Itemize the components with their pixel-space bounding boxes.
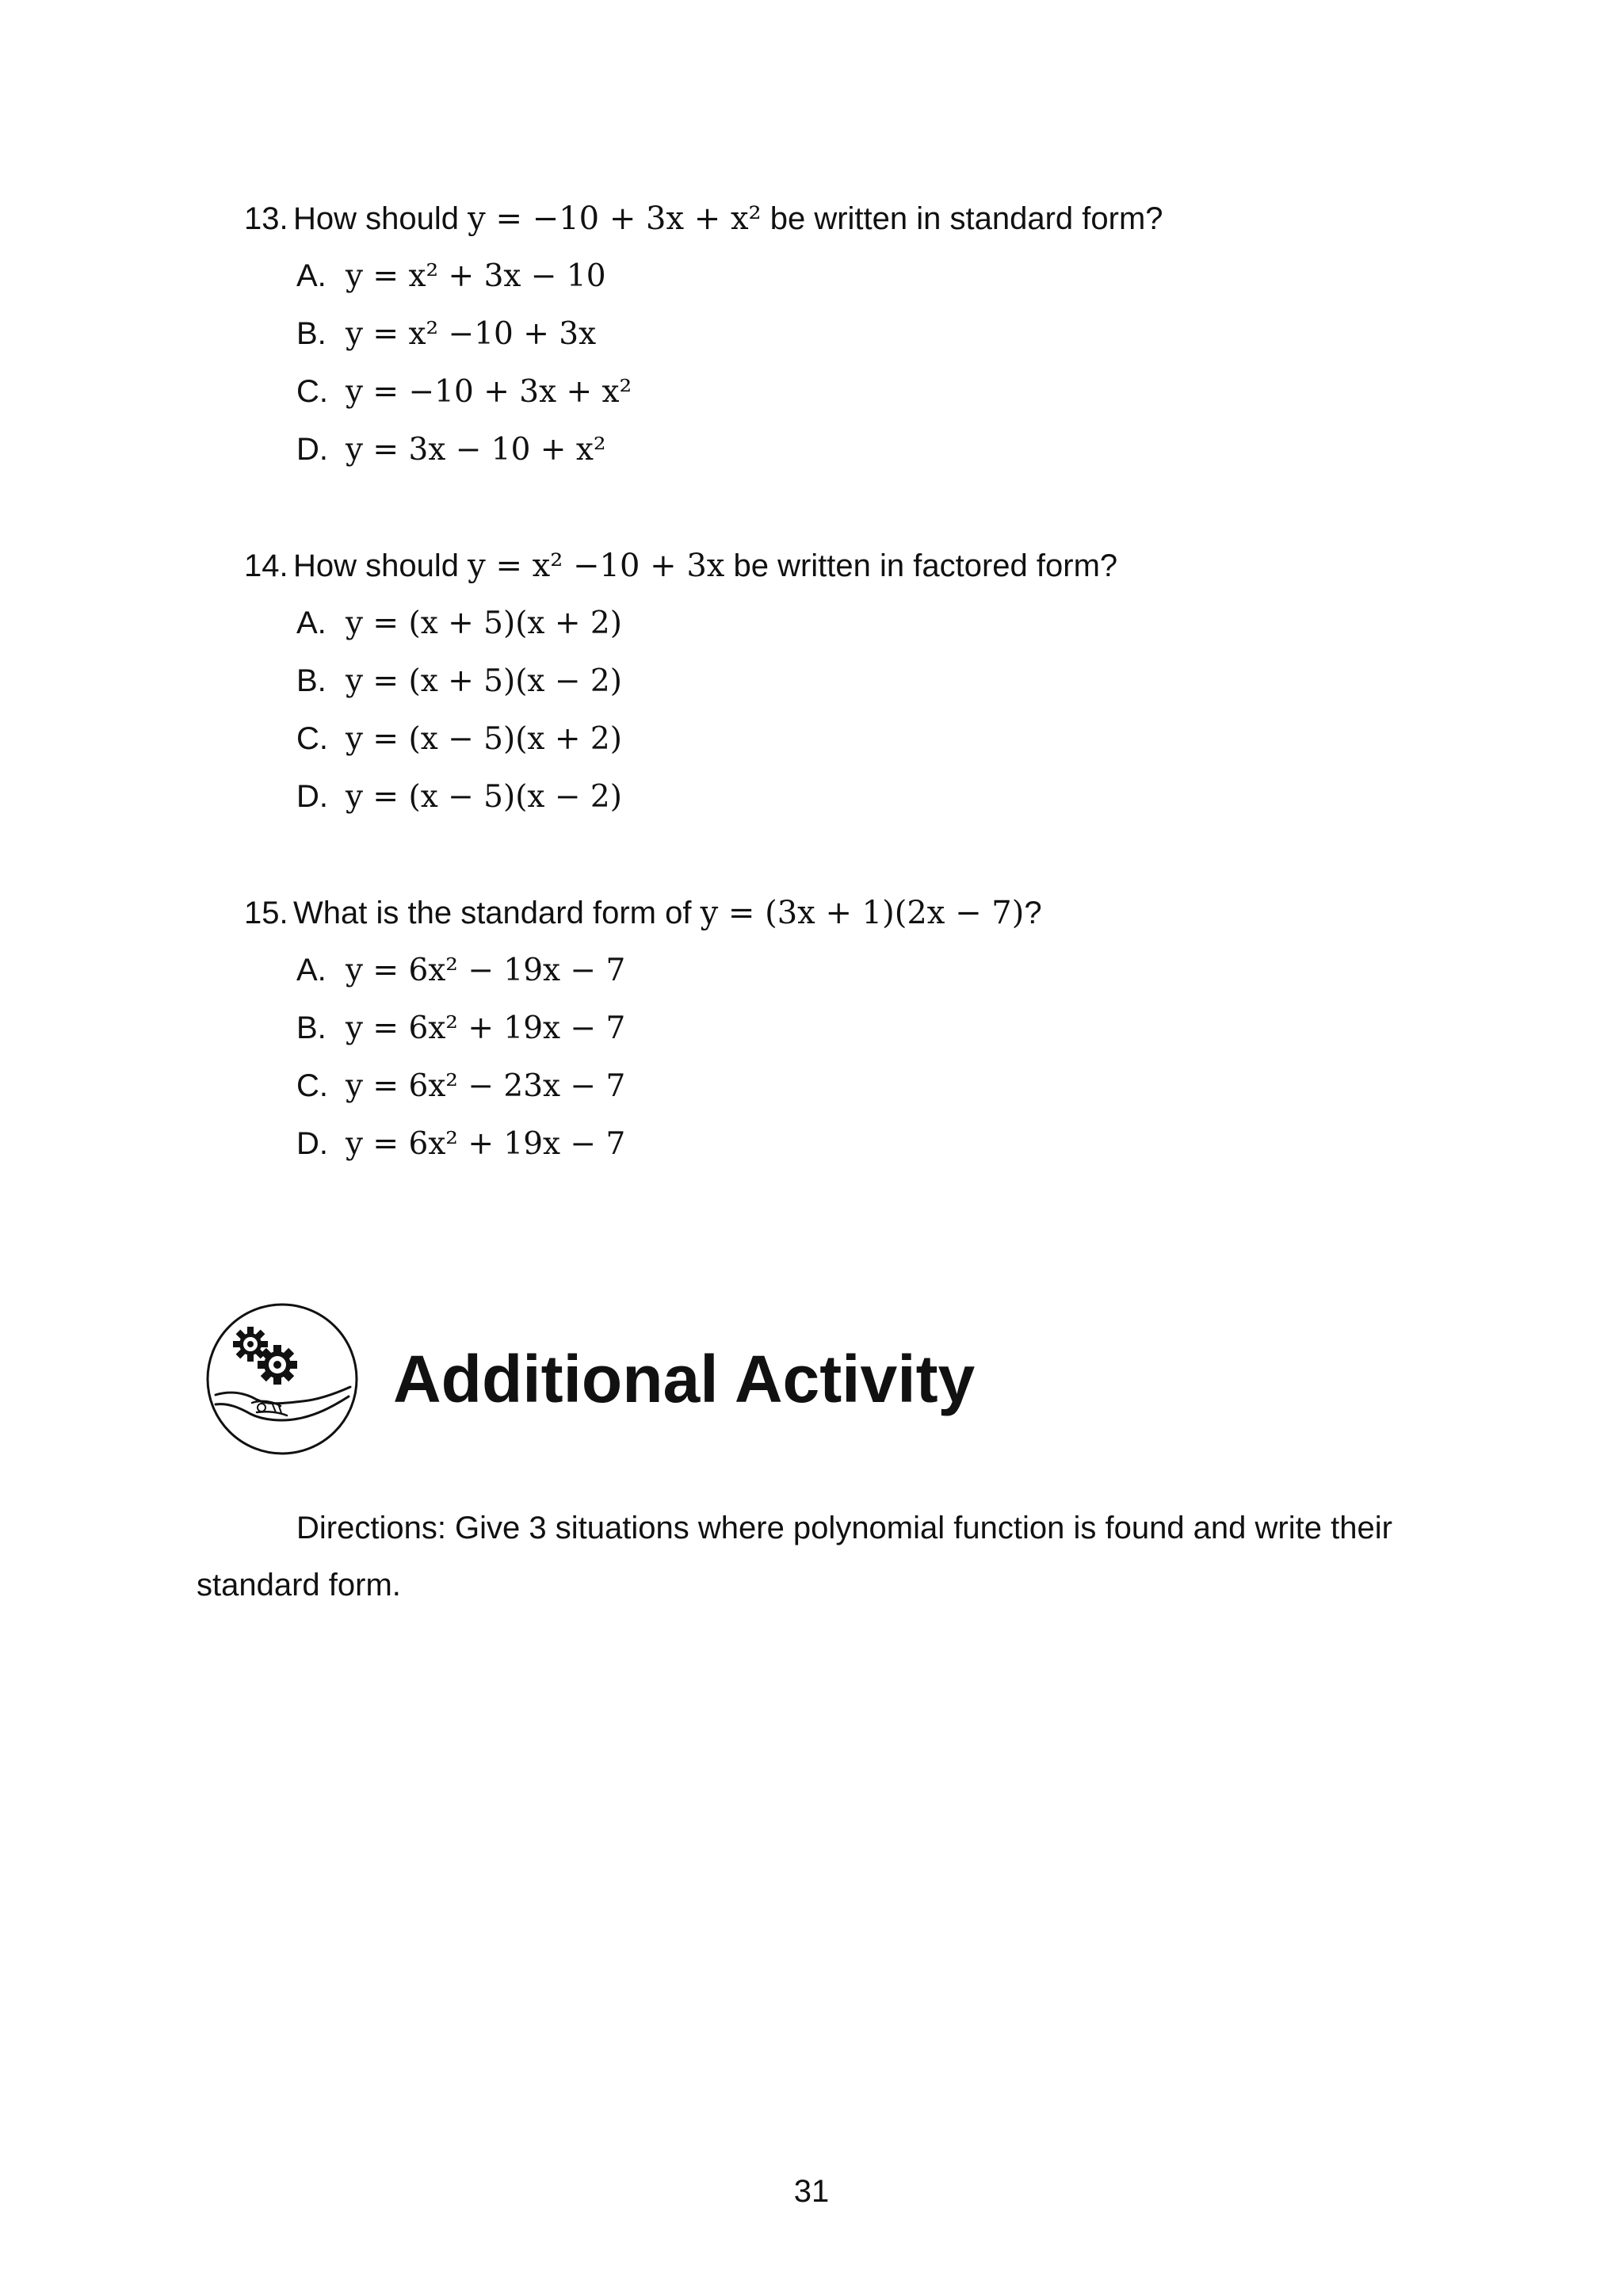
choice-equation: y = x² + 3x − 10: [346, 258, 606, 294]
choice-b: [244, 305, 1480, 363]
choice-equation: y = 6x² + 19x − 7: [346, 1010, 626, 1046]
choice-letter: B.: [296, 663, 327, 698]
choice-letter: D.: [296, 432, 328, 467]
choice-letter: C.: [296, 1068, 328, 1103]
choice-equation: y = 3x − 10 + x²: [346, 432, 606, 468]
choice-d: [244, 421, 1480, 479]
stem-text-after: be written in standard form?: [769, 201, 1163, 236]
choice-letter: A.: [296, 606, 327, 640]
question-number: 13.: [244, 201, 288, 236]
choice-letter: A.: [296, 258, 327, 293]
choice-equation: y = (x + 5)(x − 2): [346, 663, 622, 699]
stem-text-before: How should: [293, 548, 460, 583]
choice-equation: y = (x + 5)(x + 2): [346, 606, 622, 641]
question-number: 14.: [244, 548, 288, 583]
stem-equation: y = x² −10 + 3x: [468, 548, 725, 584]
section-title: Additional Activity: [393, 1342, 976, 1416]
choice-c: [244, 710, 1480, 768]
stem-equation: y = −10 + 3x + x²: [468, 201, 762, 237]
choice-equation: y = 6x² − 19x − 7: [346, 953, 626, 988]
choice-equation: y = (x − 5)(x − 2): [346, 779, 622, 815]
stem-equation: y = (3x + 1)(2x − 7): [700, 895, 1025, 931]
choice-equation: y = 6x² − 23x − 7: [346, 1068, 626, 1104]
stem-text-after: be written in factored form?: [733, 548, 1118, 583]
question-13: [244, 190, 1480, 479]
choice-b: [244, 652, 1480, 710]
choice-letter: C.: [296, 374, 328, 409]
choice-equation: y = x² −10 + 3x: [346, 316, 597, 352]
choice-equation: y = (x − 5)(x + 2): [346, 721, 622, 757]
stem-text-before: What is the standard form of: [293, 896, 692, 930]
question-14: [244, 537, 1480, 826]
choice-a: [244, 594, 1480, 652]
choice-letter: C.: [296, 721, 328, 756]
directions-paragraph: Directions: Give 3 situations where polynomial function is found and write their standard form.: [197, 1511, 1392, 1603]
choice-b: [244, 999, 1480, 1057]
choice-letter: A.: [296, 953, 327, 988]
choice-letter: B.: [296, 1010, 327, 1045]
stem-text-before: How should: [293, 201, 460, 236]
choice-d: [244, 1115, 1480, 1173]
page-number: 31: [793, 2174, 830, 2209]
choice-c: [244, 363, 1480, 421]
choice-equation: y = 6x² + 19x − 7: [346, 1126, 626, 1162]
choice-a: [244, 942, 1480, 999]
question-15: [244, 884, 1480, 1173]
choice-equation: y = −10 + 3x + x²: [346, 374, 632, 410]
choice-letter: D.: [296, 779, 328, 814]
choice-a: [244, 247, 1480, 305]
choice-d: [244, 768, 1480, 826]
question-stem: [244, 190, 1480, 247]
gears-on-hand-icon: [204, 1301, 360, 1457]
choice-letter: D.: [296, 1126, 328, 1161]
choice-letter: B.: [296, 316, 327, 351]
choice-c: [244, 1057, 1480, 1115]
stem-text-after: ?: [1024, 896, 1042, 930]
question-number: 15.: [244, 896, 288, 930]
question-stem: [244, 884, 1480, 942]
question-stem: [244, 537, 1480, 594]
